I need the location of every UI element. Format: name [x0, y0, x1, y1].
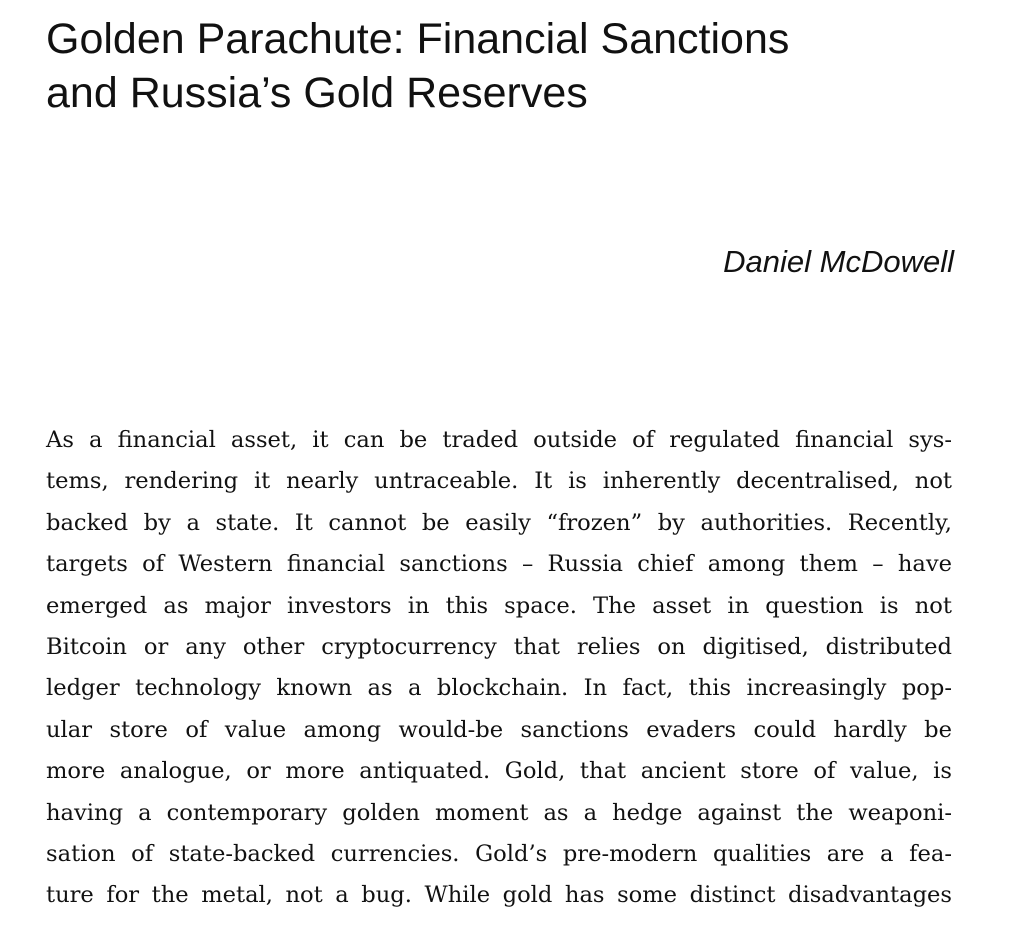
body-paragraph: [46, 420, 952, 917]
body-line-6: Bitcoin or any other cryptocurrency that relies on digitised, distributed: [46, 634, 952, 661]
body-line-5: emerged as major investors in this space. The asset in question is not: [46, 592, 952, 619]
body-line-1: As a financial asset, it can be traded outside of regulated financial sys-: [46, 427, 952, 453]
article-title-line-2: and Russia’s Gold Reserves: [46, 69, 588, 117]
author-name: Daniel McDowell: [723, 244, 954, 279]
body-line-9: more analogue, or more antiquated. Gold, that ancient store of value, is: [46, 758, 952, 785]
body-line-2: tems, rendering it nearly untraceable. It is inherently decentralised, not: [46, 468, 952, 495]
body-line-8: ular store of value among would-be sanctions evaders could hardly be: [46, 716, 952, 743]
body-line-12: ture for the metal, not a bug. While gold has some distinct disadvantages: [46, 882, 952, 909]
body-line-7: ledger technology known as a blockchain. In fact, this increasingly pop-: [46, 675, 952, 702]
body-line-4: targets of Western financial sanctions – Russia chief among them – have: [46, 551, 952, 578]
article-title: [46, 12, 966, 120]
body-line-3: backed by a state. It cannot be easily “frozen” by authorities. Recently,: [46, 509, 952, 536]
body-line-10: having a contemporary golden moment as a hedge against the weaponi-: [46, 799, 952, 826]
body-line-11: sation of state-backed currencies. Gold’s pre-modern qualities are a fea-: [46, 841, 952, 868]
article-title-line-1: Golden Parachute: Financial Sanctions: [46, 15, 790, 63]
